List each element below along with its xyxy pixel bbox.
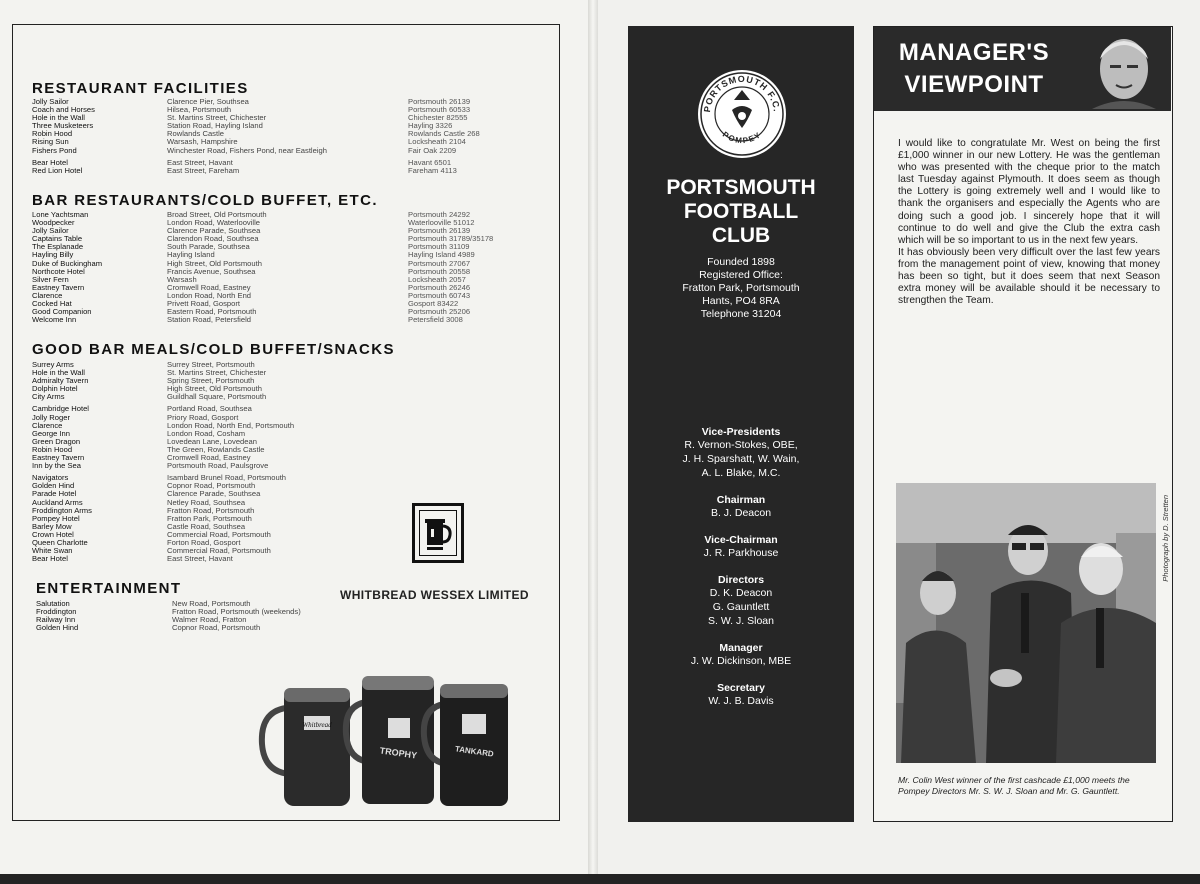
- list-item: Gosport 83422: [408, 299, 459, 309]
- official-name: J. H. Sparshatt, W. Wain,: [682, 453, 800, 465]
- list-item: Cocked Hat: [32, 299, 72, 309]
- portsmouth-fc-crest-icon: [696, 66, 788, 162]
- list-item: Railway Inn: [36, 615, 76, 625]
- list-item: Clarendon Road, Southsea: [167, 234, 259, 244]
- page-gutter: [588, 0, 598, 884]
- section-heading-bar-restaurants: BAR RESTAURANTS/COLD BUFFET, ETC.: [32, 192, 378, 209]
- list-item: Fratton Park, Portsmouth: [167, 513, 252, 523]
- list-item: Castle Road, Southsea: [167, 521, 246, 531]
- list-item: Clarence Parade, Southsea: [167, 489, 261, 499]
- officials-title: Manager: [719, 642, 763, 654]
- list-item: Pompey Hotel: [32, 513, 80, 523]
- mug: [284, 688, 350, 806]
- list-item: Francis Avenue, Southsea: [167, 266, 256, 276]
- list-item: Hole in the Wall: [32, 368, 85, 378]
- advertiser-name: WHITBREAD WESSEX LIMITED: [340, 588, 529, 602]
- list-item: Auckland Arms: [32, 497, 83, 507]
- list-item: Admiralty Tavern: [32, 376, 89, 386]
- club-founded: Founded 1898: [707, 256, 775, 268]
- list-item: Robin Hood: [32, 444, 73, 454]
- list-item: Hayling Island 4989: [408, 250, 475, 260]
- list-item: New Road, Portsmouth: [172, 599, 251, 608]
- list-item: East Street, Havant: [167, 157, 233, 167]
- list-item: The Green, Rowlands Castle: [167, 444, 265, 454]
- list-item: Coach and Horses: [32, 105, 95, 115]
- restaurant-names: [32, 98, 162, 175]
- list-item: George Inn: [32, 428, 70, 438]
- club-name-line: CLUB: [711, 224, 771, 247]
- list-item: Three Musketeers: [32, 121, 94, 131]
- list-item: Lovedean Lane, Lovedean: [167, 436, 257, 446]
- manager-header: [874, 27, 1171, 111]
- official-name: R. Vernon-Stokes, OBE,: [684, 439, 798, 451]
- list-item: Waterlooville 51012: [408, 218, 475, 228]
- list-item: Jolly Roger: [32, 412, 70, 422]
- list-item: Robin Hood: [32, 129, 73, 139]
- official-name: W. J. B. Davis: [708, 695, 774, 707]
- list-item: Havant 6501: [408, 157, 452, 167]
- list-item: Fratton Road, Portsmouth (weekends): [172, 607, 301, 617]
- list-item: High Street, Old Portsmouth: [167, 258, 262, 268]
- list-item: Locksheath 2057: [408, 274, 466, 284]
- bar-restaurant-names: [32, 211, 162, 324]
- list-item: St. Martins Street, Chichester: [167, 368, 267, 378]
- list-item: High Street, Old Portsmouth: [167, 384, 262, 394]
- list-item: Jolly Sailor: [32, 226, 69, 236]
- list-item: Locksheath 2104: [408, 137, 466, 147]
- list-item: Silver Fern: [32, 274, 69, 284]
- list-item: Welcome Inn: [32, 315, 77, 325]
- club-address: Hants, PO4 8RA: [702, 295, 780, 307]
- list-item: Parade Hotel: [32, 489, 77, 499]
- list-item: Hayling 3326: [408, 121, 453, 131]
- list-item: Portsmouth 26139: [408, 226, 471, 236]
- list-item: Chichester 82555: [408, 113, 468, 123]
- list-item: Queen Charlotte: [32, 537, 88, 547]
- bar-restaurant-addresses: [167, 211, 397, 324]
- list-item: Lone Yachtsman: [32, 210, 89, 219]
- club-office-label: Registered Office:: [699, 269, 783, 281]
- bar-meal-names: [32, 361, 162, 563]
- list-item: Crown Hotel: [32, 529, 74, 539]
- officials-title: Directors: [717, 574, 765, 586]
- club-telephone: Telephone 31204: [700, 308, 782, 320]
- presentation-photo: [896, 483, 1156, 763]
- list-item: Fratton Road, Portsmouth: [167, 505, 255, 515]
- list-item: Cromwell Road, Eastney: [167, 282, 251, 292]
- list-item: Captains Table: [32, 234, 83, 244]
- list-item: Commercial Road, Portsmouth: [167, 546, 271, 556]
- list-item: Rowlands Castle: [167, 129, 224, 139]
- list-item: St. Martins Street, Chichester: [167, 113, 267, 123]
- official-name: S. W. J. Sloan: [708, 615, 774, 627]
- list-item: Portsmouth 60533: [408, 105, 471, 115]
- official-name: B. J. Deacon: [710, 507, 772, 519]
- list-item: Portsmouth 20558: [408, 266, 471, 276]
- club-address: Fratton Park, Portsmouth: [682, 282, 800, 294]
- list-item: Salutation: [36, 599, 70, 608]
- list-item: Guildhall Square, Portsmouth: [167, 392, 267, 402]
- list-item: Netley Road, Southsea: [167, 497, 246, 507]
- list-item: Portland Road, Southsea: [167, 404, 252, 414]
- list-item: Eastney Tavern: [32, 282, 85, 292]
- list-item: Portsmouth 26246: [408, 282, 471, 292]
- list-item: Woodpecker: [32, 218, 75, 228]
- list-item: Good Companion: [32, 307, 92, 317]
- crest-text-bottom: POMPEY: [720, 129, 764, 146]
- list-item: Eastney Tavern: [32, 453, 85, 463]
- list-item: Clarence Pier, Southsea: [167, 97, 249, 106]
- list-item: Broad Street, Old Portsmouth: [167, 210, 267, 219]
- list-item: Barley Mow: [32, 521, 72, 531]
- page-bottom-edge: [0, 874, 1200, 884]
- list-item: Golden Hind: [36, 623, 79, 633]
- officials-title: Vice-Presidents: [701, 426, 781, 438]
- list-item: Commercial Road, Portsmouth: [167, 529, 271, 539]
- article-paragraph: It has obviously been very difficult over the last few years from the management point of view, knowing that money has been so tight, but it does seem that next Season extra money will be available should it be necessary to strengthen the Team.: [898, 246, 1160, 307]
- list-item: Portsmouth 31109: [408, 242, 470, 252]
- list-item: Hole in the Wall: [32, 113, 85, 123]
- list-item: Portsmouth 31789/35178: [408, 234, 494, 244]
- list-item: Duke of Buckingham: [32, 258, 103, 268]
- manager-portrait: [1084, 29, 1164, 109]
- list-item: Warsash: [167, 274, 197, 284]
- list-item: Surrey Arms: [32, 360, 74, 369]
- list-item: Spring Street, Portsmouth: [167, 376, 255, 386]
- list-item: Inn by the Sea: [32, 461, 81, 471]
- list-item: Surrey Street, Portsmouth: [167, 360, 255, 369]
- mug: [440, 684, 508, 806]
- photo-caption: Mr. Colin West winner of the first cashcade £1,000 meets the Pompey Directors Mr. S. W. J. Sloan and Mr. G. Gauntlett.: [898, 775, 1130, 796]
- list-item: East Street, Fareham: [167, 165, 240, 175]
- list-item: Fishers Pond: [32, 145, 77, 155]
- list-item: Privett Road, Gosport: [167, 299, 241, 309]
- list-item: Petersfield 3008: [408, 315, 463, 325]
- list-item: Clarence Parade, Southsea: [167, 226, 261, 236]
- club-name-line: FOOTBALL: [683, 200, 799, 223]
- list-item: London Road, Cosham: [167, 428, 246, 438]
- left-page: [0, 0, 590, 884]
- manager-title: VIEWPOINT: [904, 71, 1044, 98]
- officials-title: Vice-Chairman: [704, 534, 778, 546]
- list-item: Jolly Sailor: [32, 97, 69, 106]
- list-item: The Esplanade: [32, 242, 84, 252]
- list-item: Bear Hotel: [32, 157, 68, 167]
- list-item: Priory Road, Gosport: [167, 412, 239, 422]
- manager-viewpoint-box: [873, 26, 1173, 822]
- list-item: Clarence: [32, 420, 63, 430]
- section-heading-entertainment: ENTERTAINMENT: [36, 580, 182, 597]
- photo-credit: Photograph by D. Stretten: [1161, 495, 1170, 582]
- list-item: Copnor Road, Portsmouth: [172, 623, 261, 633]
- mug-label: Whitbread: [302, 721, 332, 729]
- list-item: Rising Sun: [32, 137, 69, 147]
- list-item: Portsmouth Road, Paulsgrove: [167, 461, 269, 471]
- mug-label: TANKARD: [454, 744, 495, 759]
- list-item: Forton Road, Gosport: [167, 537, 241, 547]
- official-name: D. K. Deacon: [709, 587, 773, 599]
- list-item: Portsmouth 27067: [408, 258, 471, 268]
- crest-text-top: PORTSMOUTH F.C.: [701, 73, 782, 113]
- manager-article: [898, 138, 1160, 307]
- list-item: Golden Hind: [32, 481, 75, 491]
- list-item: East Street, Havant: [167, 554, 233, 564]
- mug-label: TROPHY: [379, 745, 418, 761]
- bar-restaurant-phones: [408, 211, 548, 324]
- list-item: Walmer Road, Fratton: [172, 615, 247, 625]
- list-item: Warsash, Hampshire: [167, 137, 238, 147]
- list-item: London Road, Waterlooville: [167, 218, 261, 228]
- official-name: A. L. Blake, M.C.: [701, 467, 781, 479]
- club-panel: [628, 26, 854, 822]
- list-item: Rowlands Castle 268: [408, 129, 480, 139]
- tankard-icon: [420, 511, 455, 554]
- restaurant-phones: [408, 98, 548, 175]
- list-item: Dolphin Hotel: [32, 384, 78, 394]
- list-item: Green Dragon: [32, 436, 81, 446]
- official-name: J. R. Parkhouse: [703, 547, 779, 559]
- list-item: Froddington Arms: [32, 505, 92, 515]
- list-item: White Swan: [32, 546, 73, 556]
- list-item: Northcote Hotel: [32, 266, 85, 276]
- list-item: Froddington: [36, 607, 77, 617]
- list-item: London Road, North End, Portsmouth: [167, 420, 295, 430]
- club-name-line: PORTSMOUTH: [666, 176, 816, 199]
- official-name: G. Gauntlett: [712, 601, 770, 613]
- list-item: Red Lion Hotel: [32, 165, 83, 175]
- beer-mugs-illustration: [256, 668, 514, 818]
- section-heading-bar-meals: GOOD BAR MEALS/COLD BUFFET/SNACKS: [32, 341, 395, 358]
- list-item: Portsmouth 60743: [408, 290, 471, 300]
- officials-title: Secretary: [717, 682, 765, 694]
- list-item: Bear Hotel: [32, 554, 68, 564]
- list-item: Station Road, Petersfield: [167, 315, 252, 325]
- list-item: Hayling Island: [167, 250, 215, 260]
- bar-meal-addresses: [167, 361, 397, 563]
- list-item: City Arms: [32, 392, 65, 402]
- manager-title: MANAGER'S: [898, 39, 1050, 66]
- list-item: London Road, North End: [167, 290, 252, 300]
- list-item: Fareham 4113: [408, 165, 457, 175]
- entertainment-addresses: [172, 600, 402, 632]
- list-item: Fair Oak 2209: [408, 145, 457, 155]
- list-item: South Parade, Southsea: [167, 242, 250, 252]
- official-name: J. W. Dickinson, MBE: [690, 655, 792, 667]
- section-heading-restaurant: RESTAURANT FACILITIES: [32, 80, 249, 97]
- list-item: Hayling Billy: [32, 250, 74, 260]
- list-item: Cambridge Hotel: [32, 404, 89, 414]
- whitbread-tankard-logo-icon: [412, 503, 464, 563]
- list-item: Eastern Road, Portsmouth: [167, 307, 257, 317]
- list-item: Station Road, Hayling Island: [167, 121, 263, 131]
- list-item: Cromwell Road, Eastney: [167, 453, 251, 463]
- list-item: Copnor Road, Portsmouth: [167, 481, 256, 491]
- list-item: Portsmouth 25206: [408, 307, 471, 317]
- list-item: Portsmouth 26139: [408, 97, 471, 106]
- list-item: Navigators: [32, 473, 69, 483]
- list-item: Hilsea, Portsmouth: [167, 105, 232, 115]
- officials-title: Chairman: [716, 494, 766, 506]
- article-paragraph: I would like to congratulate Mr. West on being the first £1,000 winner in our new Lottery. He was the gentleman who was presented with the cheque prior to the match last Tuesday against Plymouth. It does seem as though the Lottery is going extremely well and I would like to thank the organisers and especially the Agents who are doing such a good job. I sincerely hope that it will continue to do well and give the Club the extra cash which will be so important to us in the next few years.: [898, 138, 1160, 246]
- entertainment-names: [36, 600, 166, 632]
- list-item: Winchester Road, Fishers Pond, near Eastleigh: [167, 145, 327, 155]
- list-item: Clarence: [32, 290, 63, 300]
- list-item: Portsmouth 24292: [408, 210, 471, 219]
- list-item: Isambard Brunel Road, Portsmouth: [167, 473, 287, 483]
- restaurant-addresses: [167, 98, 397, 175]
